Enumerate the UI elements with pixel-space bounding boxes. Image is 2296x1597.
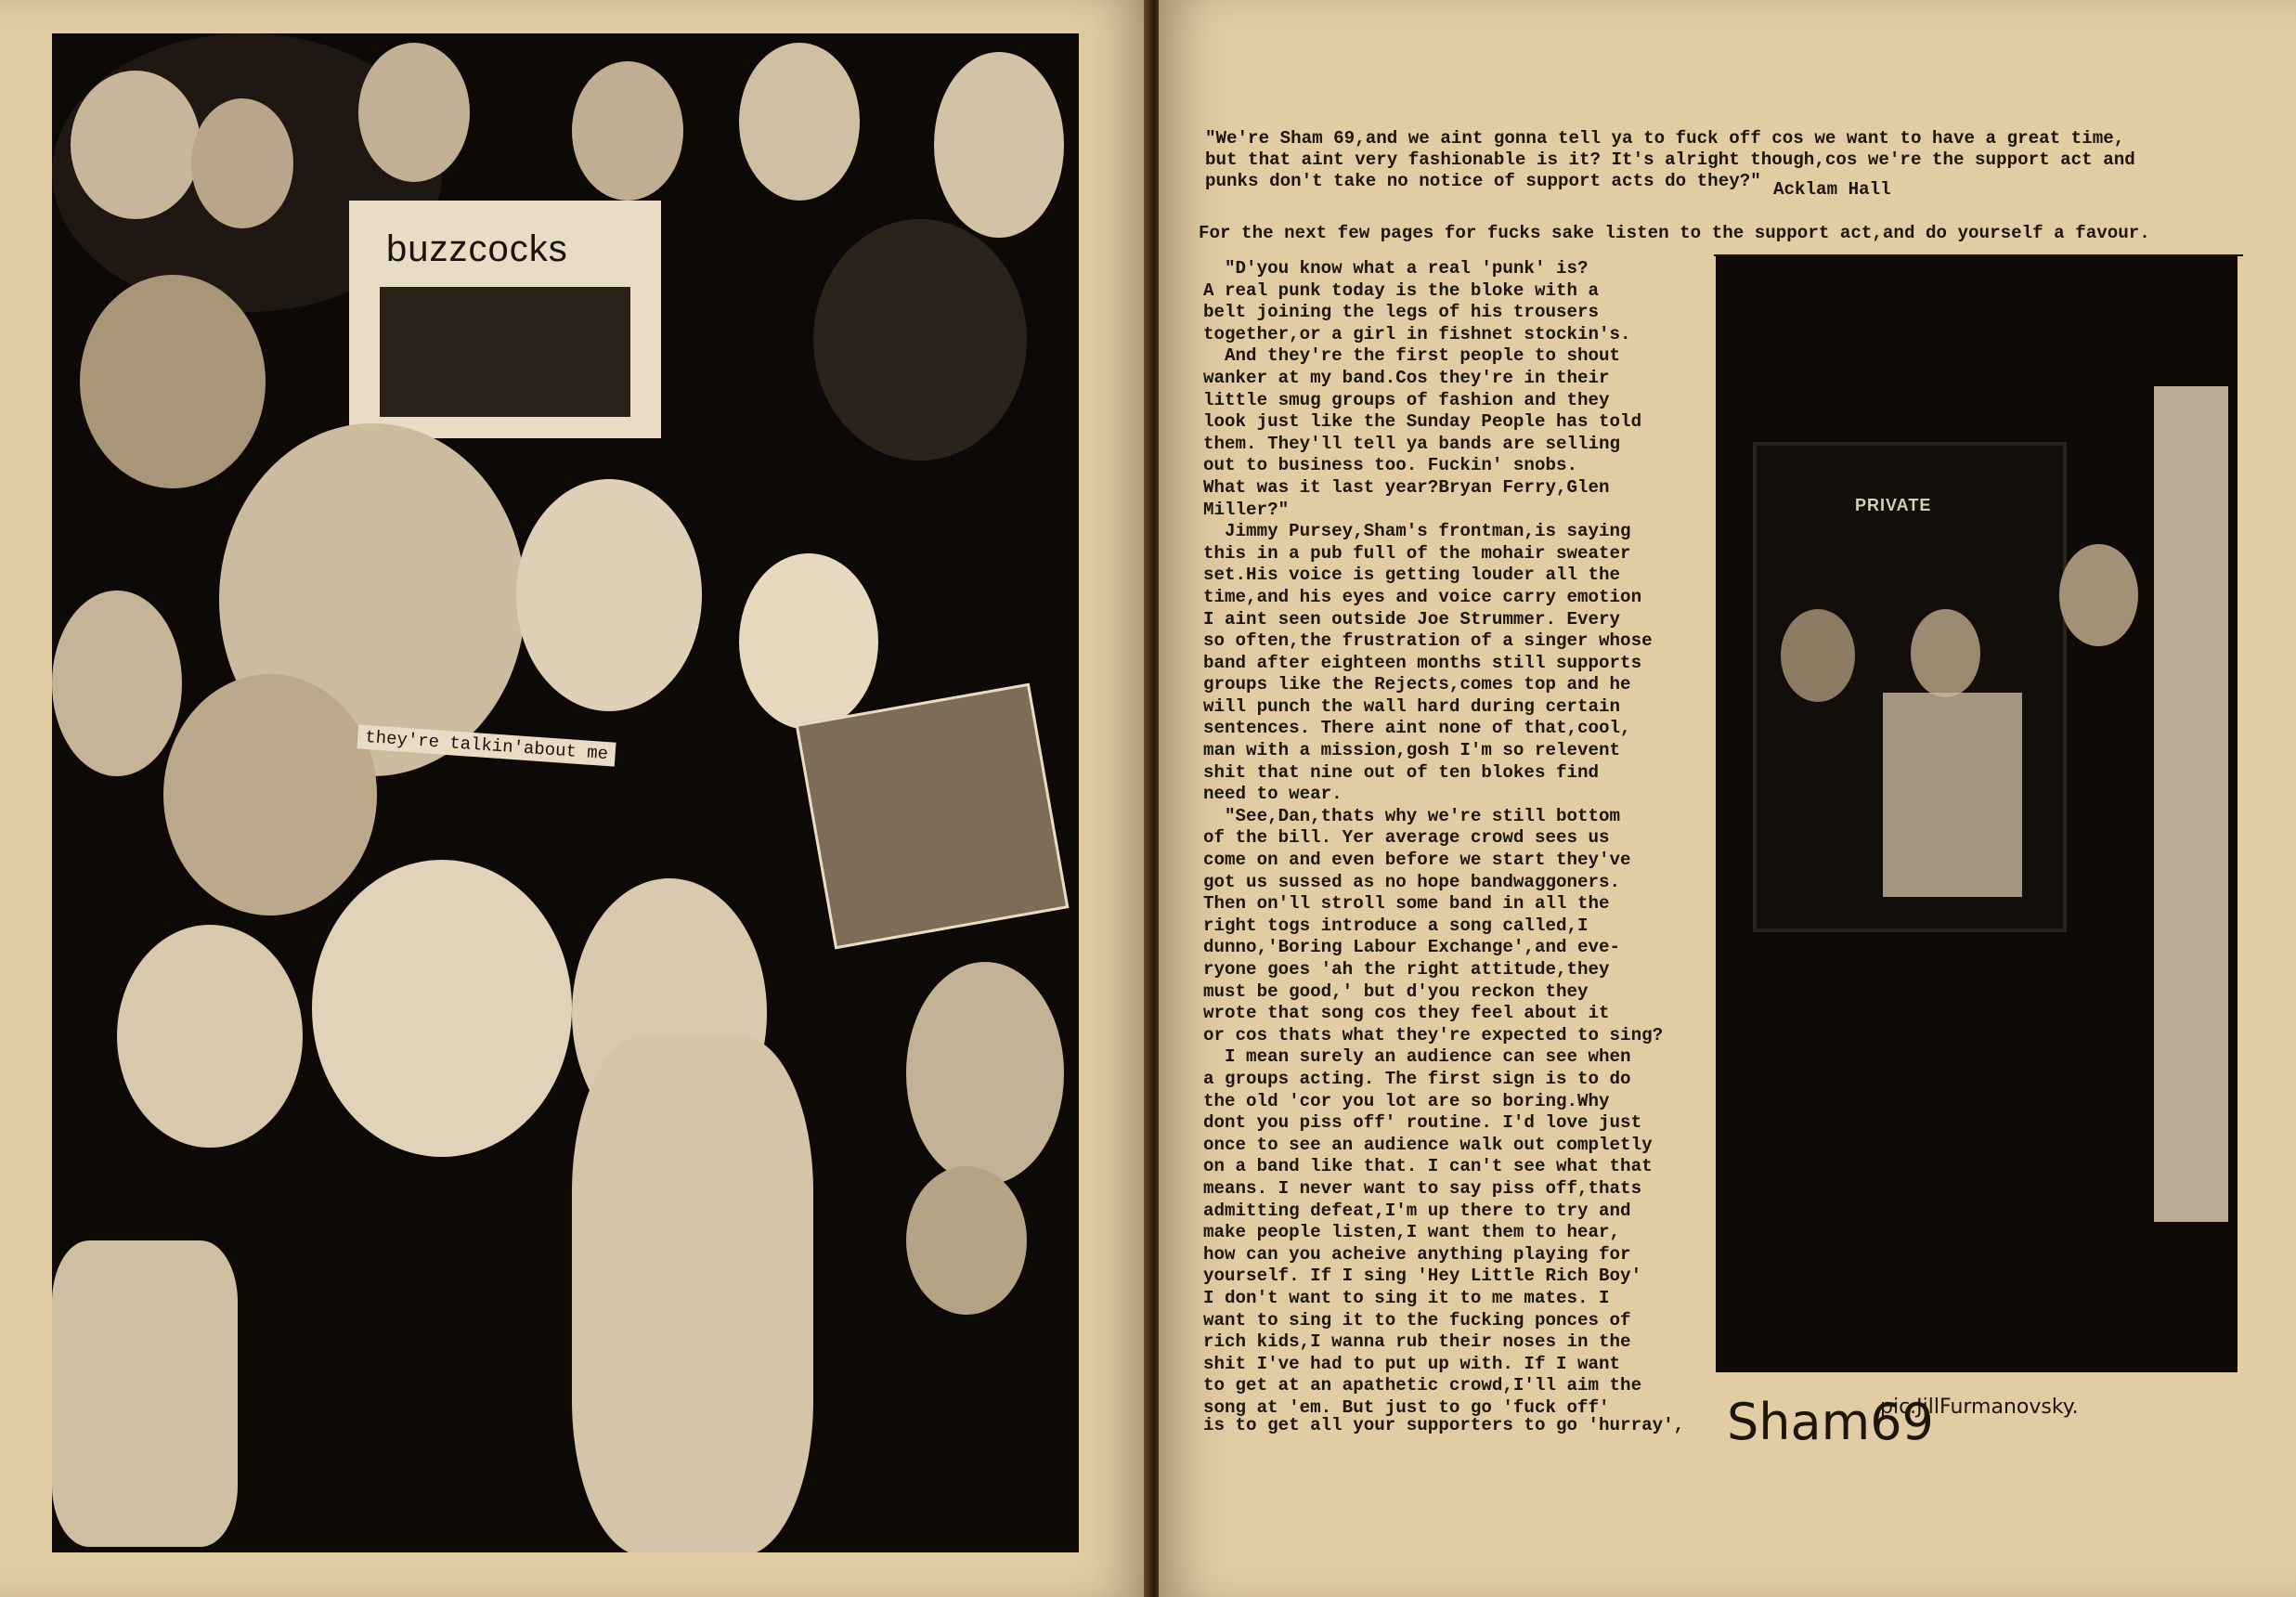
article-line: admitting defeat,I'm up there to try and bbox=[1203, 1200, 1631, 1221]
article-line: shit I've had to put up with. If I want bbox=[1203, 1353, 1621, 1374]
article-line: to get at an apathetic crowd,I'll aim the bbox=[1203, 1375, 1642, 1396]
band-member-face bbox=[2059, 544, 2138, 646]
article-line: want to sing it to the fucking ponces of bbox=[1203, 1309, 1631, 1331]
article-line: them. They'll tell ya bands are selling bbox=[1203, 433, 1621, 454]
article-line: will punch the wall hard during certain bbox=[1203, 695, 1621, 717]
collage-face bbox=[739, 553, 878, 730]
article-line: set.His voice is getting louder all the bbox=[1203, 565, 1621, 586]
article-line: dunno,'Boring Labour Exchange',and eve- bbox=[1203, 937, 1621, 958]
article-line: need to wear. bbox=[1203, 784, 1343, 805]
article-line: shit that nine out of ten blokes find bbox=[1203, 761, 1600, 783]
article-line: song at 'em. But just to go 'fuck off' bbox=[1203, 1396, 1610, 1418]
article-line: together,or a girl in fishnet stockin's. bbox=[1203, 323, 1631, 344]
article-line: make people listen,I want them to hear, bbox=[1203, 1222, 1621, 1243]
article-line: little smug groups of fashion and they bbox=[1203, 389, 1610, 410]
article-line: how can you acheive anything playing for bbox=[1203, 1243, 1631, 1265]
collage-face bbox=[52, 591, 182, 776]
article-line: I don't want to sing it to me mates. I bbox=[1203, 1287, 1610, 1308]
article-line: Then on'll stroll some band in all the bbox=[1203, 893, 1610, 915]
article-line: got us sussed as no hope bandwaggoners. bbox=[1203, 871, 1621, 892]
article-line: man with a mission,gosh I'm so relevent bbox=[1203, 740, 1621, 761]
collage-face bbox=[934, 52, 1064, 238]
collage-face bbox=[516, 479, 702, 711]
article-line: come on and even before we start they've bbox=[1203, 850, 1631, 871]
collage-shirt bbox=[52, 1240, 238, 1547]
collage-face bbox=[572, 61, 683, 201]
article-body bbox=[1203, 258, 1686, 1419]
collage-face bbox=[358, 43, 470, 182]
article-line: of the bill. Yer average crowd sees us bbox=[1203, 827, 1610, 849]
record-sleeve-label: buzzcocks bbox=[386, 228, 568, 269]
collage-face bbox=[191, 98, 293, 228]
article-line: or cos thats what they're expected to sing? bbox=[1203, 1024, 1664, 1045]
article-line: sentences. There aint none of that,cool, bbox=[1203, 718, 1631, 739]
article-line: A real punk today is the bloke with a bbox=[1203, 279, 1600, 301]
collage-face bbox=[163, 674, 377, 915]
article-line: dont you piss off' routine. I'd love just bbox=[1203, 1112, 1642, 1134]
article-line: band after eighteen months still supports bbox=[1203, 652, 1642, 673]
article-line: wanker at my band.Cos they're in their bbox=[1203, 367, 1610, 388]
opening-quote bbox=[1205, 128, 2208, 192]
article-line: on a band like that. I can't see what that bbox=[1203, 1156, 1653, 1177]
article-final-line: is to get all your supporters to go 'hurray', bbox=[1203, 1415, 1685, 1435]
quote-line: but that aint very fashionable is it? It's alright though,cos we're the support act and bbox=[1205, 149, 2135, 170]
article-line: once to see an audience walk out completly bbox=[1203, 1134, 1653, 1155]
article-line: ryone goes 'ah the right attitude,they bbox=[1203, 959, 1610, 980]
article-line: yourself. If I sing 'Hey Little Rich Boy' bbox=[1203, 1266, 1642, 1287]
photo-sign: PRIVATE bbox=[1855, 496, 1932, 514]
article-line: must be good,' but d'you reckon they bbox=[1203, 980, 1589, 1002]
article-line: groups like the Rejects,comes top and he bbox=[1203, 674, 1631, 695]
article-line: a groups acting. The first sign is to do bbox=[1203, 1068, 1631, 1089]
collage-jacket bbox=[572, 1036, 813, 1552]
band-member-shirt bbox=[1883, 693, 2022, 897]
article-line: look just like the Sunday People has told bbox=[1203, 411, 1642, 433]
collage-face bbox=[71, 71, 201, 219]
photo-lit-wall bbox=[2154, 386, 2228, 1222]
article-line: "See,Dan,thats why we're still bottom bbox=[1203, 805, 1621, 826]
article-line: And they're the first people to shout bbox=[1203, 345, 1621, 367]
article-line: rich kids,I wanna rub their noses in the bbox=[1203, 1331, 1631, 1353]
article-line: so often,the frustration of a singer whose bbox=[1203, 630, 1653, 652]
band-photo bbox=[1716, 256, 2238, 1372]
collage-face bbox=[117, 925, 303, 1148]
article-line: Miller?" bbox=[1203, 499, 1290, 520]
article-line: this in a pub full of the mohair sweater bbox=[1203, 542, 1631, 564]
photo-credit: pic.JillFurmanovsky. bbox=[1880, 1396, 2079, 1419]
quote-line: "We're Sham 69,and we aint gonna tell ya to fuck off cos we want to have a great time, bbox=[1205, 128, 2125, 149]
article-line: the old 'cor you lot are so boring.Why bbox=[1203, 1090, 1610, 1111]
band-member-face bbox=[1781, 609, 1855, 702]
article-line: Jimmy Pursey,Sham's frontman,is saying bbox=[1203, 521, 1631, 542]
article-line: means. I never want to say piss off,thats bbox=[1203, 1177, 1642, 1199]
collage-face bbox=[906, 1166, 1027, 1315]
collage-face bbox=[906, 962, 1064, 1185]
article-line: out to business too. Fuckin' snobs. bbox=[1203, 455, 1578, 476]
article-line: time,and his eyes and voice carry emotion bbox=[1203, 586, 1642, 607]
small-photo bbox=[796, 683, 1070, 950]
article-line: What was it last year?Bryan Ferry,Glen bbox=[1203, 476, 1610, 498]
article-line: "D'you know what a real 'punk' is? bbox=[1203, 258, 1589, 279]
quote-line: punks don't take no notice of support acts do they?" bbox=[1205, 171, 1761, 191]
collage-caption: they're talkin'about me bbox=[357, 724, 616, 766]
sleeve-photo bbox=[380, 287, 630, 417]
article-line: I mean surely an audience can see when bbox=[1203, 1046, 1631, 1068]
collage-face bbox=[80, 275, 266, 488]
article-line: I aint seen outside Joe Strummer. Every bbox=[1203, 608, 1621, 630]
article-line: wrote that song cos they feel about it bbox=[1203, 1003, 1610, 1024]
handwritten-title: Sham69 bbox=[1727, 1393, 1934, 1451]
collage-face bbox=[813, 219, 1027, 461]
collage-face bbox=[312, 860, 572, 1157]
intro-line: For the next few pages for fucks sake listen to the support act,and do yourself a favour. bbox=[1199, 223, 2150, 243]
collage-face bbox=[739, 43, 860, 201]
photo-collage bbox=[52, 33, 1079, 1552]
quote-attribution: Acklam Hall bbox=[1773, 179, 1891, 200]
article-line: belt joining the legs of his trousers bbox=[1203, 302, 1600, 323]
article-line: right togs introduce a song called,I bbox=[1203, 915, 1589, 936]
band-member-face bbox=[1911, 609, 1980, 697]
